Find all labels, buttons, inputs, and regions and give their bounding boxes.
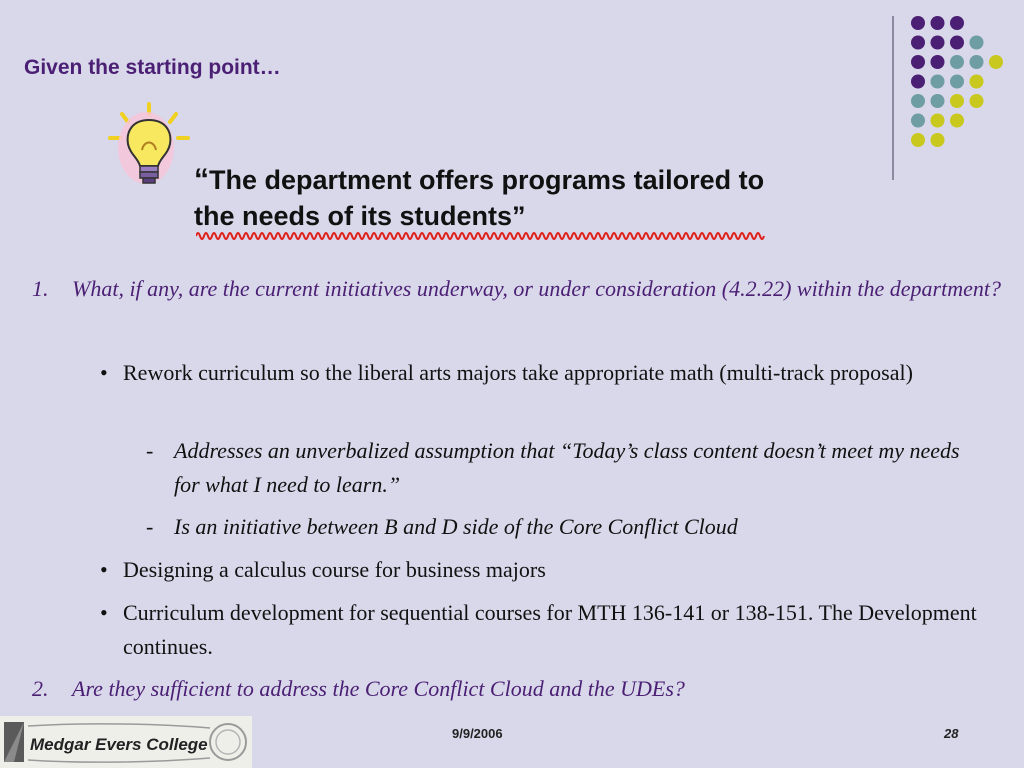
bullet-item bbox=[100, 553, 980, 587]
decorative-dot bbox=[950, 94, 964, 108]
bullet-marker: • bbox=[100, 557, 108, 582]
decorative-dot bbox=[931, 36, 945, 50]
question-1 bbox=[32, 272, 1012, 306]
decorative-dot bbox=[970, 55, 984, 69]
question-2 bbox=[32, 672, 1012, 706]
decorative-dot bbox=[950, 36, 964, 50]
footer-date: 9/9/2006 bbox=[452, 726, 503, 741]
sub-text: Addresses an unverbalized assumption that “Today’s class content doesn’t meet my needs for what I need to learn.” bbox=[174, 438, 960, 497]
bullet-text: Curriculum development for sequential courses for MTH 136-141 or 138-151. The Development continues. bbox=[123, 600, 977, 659]
bullet-item bbox=[100, 596, 980, 664]
decorative-dot bbox=[911, 36, 925, 50]
decorative-dot bbox=[950, 16, 964, 30]
spellcheck-squiggle bbox=[196, 228, 766, 244]
decorative-dot bbox=[989, 55, 1003, 69]
decorative-dot bbox=[911, 133, 925, 147]
decorative-dot bbox=[970, 94, 984, 108]
question-number: 1. bbox=[32, 276, 49, 301]
decorative-dot bbox=[970, 36, 984, 50]
decorative-dot bbox=[911, 16, 925, 30]
quote-open-mark: “ bbox=[194, 163, 209, 196]
decorative-dot bbox=[911, 94, 925, 108]
bullet-item bbox=[100, 356, 980, 390]
sub-text: Is an initiative between B and D side of the Core Conflict Cloud bbox=[174, 514, 738, 539]
decorative-dot bbox=[950, 55, 964, 69]
decorative-dot bbox=[931, 55, 945, 69]
college-logo bbox=[0, 716, 252, 768]
bullet-marker: • bbox=[100, 360, 108, 385]
quote-line-2: the needs of its students” bbox=[194, 201, 526, 231]
bullet-text: Rework curriculum so the liberal arts majors take appropriate math (multi-track proposal) bbox=[123, 360, 913, 385]
decorative-dot bbox=[931, 75, 945, 89]
decorative-dot bbox=[911, 75, 925, 89]
bullet-marker: • bbox=[100, 600, 108, 625]
decorative-dot bbox=[911, 114, 925, 128]
sub-item bbox=[146, 510, 966, 544]
question-text: Are they sufficient to address the Core Conflict Cloud and the UDEs? bbox=[72, 676, 685, 701]
sub-marker: - bbox=[146, 438, 154, 463]
decorative-dot bbox=[950, 75, 964, 89]
question-number: 2. bbox=[32, 676, 49, 701]
quote-line-1: The department offers programs tailored to bbox=[209, 165, 765, 195]
lightbulb-icon bbox=[104, 100, 194, 192]
sub-marker: - bbox=[146, 514, 154, 539]
sub-item bbox=[146, 434, 966, 502]
question-text: What, if any, are the current initiatives underway, or under consideration (4.2.22) within the department? bbox=[72, 276, 1001, 301]
college-logo-text: Medgar Evers College bbox=[30, 735, 208, 754]
decorative-dot bbox=[950, 114, 964, 128]
decorative-dot bbox=[931, 16, 945, 30]
bullet-text: Designing a calculus course for business majors bbox=[123, 557, 546, 582]
decorative-dot bbox=[931, 94, 945, 108]
decorative-dot bbox=[970, 75, 984, 89]
decorative-dot bbox=[931, 133, 945, 147]
decorative-dot bbox=[931, 114, 945, 128]
page-number: 28 bbox=[944, 726, 959, 741]
slide-title: Given the starting point… bbox=[24, 56, 281, 79]
decorative-dot bbox=[911, 55, 925, 69]
quote-heading bbox=[194, 162, 924, 234]
